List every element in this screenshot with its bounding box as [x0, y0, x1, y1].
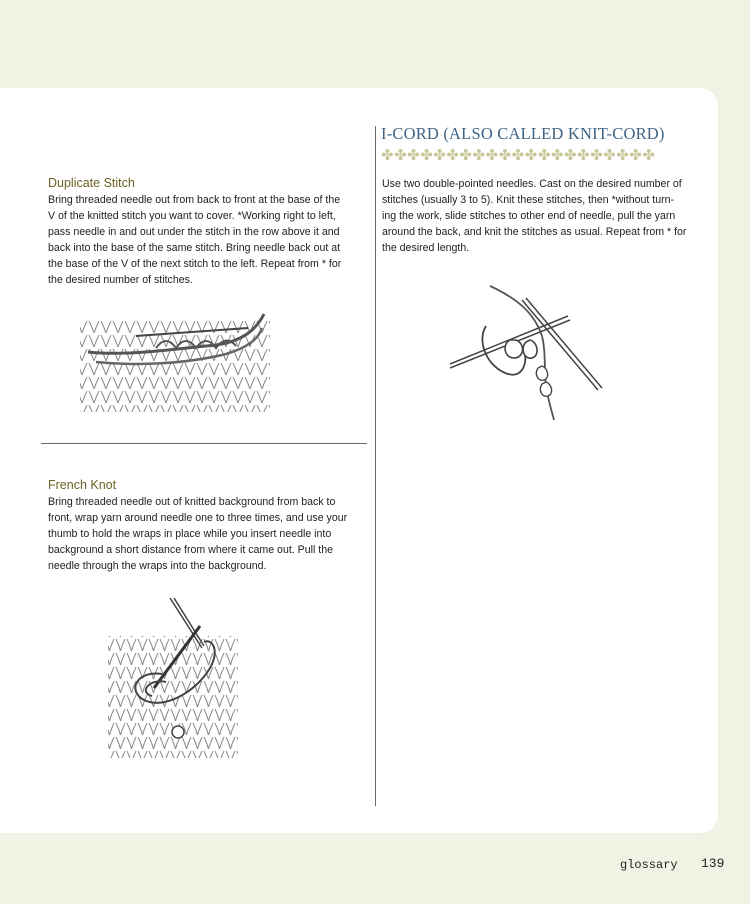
text-line: around the back, and knit the stitches as usual. Repeat from * for: [382, 226, 687, 238]
column-divider: [375, 126, 376, 806]
french-knot-illustration: [104, 596, 244, 762]
text-line: Bring threaded needle out of knitted background from back to: [48, 496, 336, 508]
duplicate-stitch-title: Duplicate Stitch: [48, 176, 135, 190]
text-line: back into the base of the same stitch. Bring needle back out at: [48, 242, 341, 254]
french-knot-text: [48, 494, 347, 574]
running-footer-label: glossary: [620, 858, 678, 872]
text-line: background a short distance from where it came out. Pull the: [48, 544, 334, 556]
icord-text: [382, 176, 686, 256]
text-line: the desired length.: [382, 242, 470, 254]
text-line: stitches (usually 3 to 5). Knit these stitches, then *without turn-: [382, 194, 675, 206]
text-line: Use two double-pointed needles. Cast on the desired number of: [382, 178, 682, 190]
text-line: needle through the wraps into the background.: [48, 560, 267, 572]
page-number: 139: [701, 856, 725, 871]
french-knot-title: French Knot: [48, 478, 117, 492]
text-line: the desired number of stitches.: [48, 274, 193, 286]
ornament-divider: ✤✤✤✤✤✤✤✤✤✤✤✤✤✤✤✤✤✤✤✤✤: [381, 146, 656, 164]
text-line: pass needle in and out under the stitch in the row above it and: [48, 226, 340, 238]
icord-illustration: [446, 278, 606, 424]
text-line: thumb to hold the wraps in place while you insert needle into: [48, 528, 332, 540]
text-line: ing the work, slide stitches to other end of needle, pull the yarn: [382, 210, 676, 222]
icord-title: I-CORD (ALSO CALLED KNIT-CORD): [381, 124, 665, 143]
text-line: front, wrap yarn around needle one to three times, and use your: [48, 512, 348, 524]
text-line: the base of the V of the next stitch to the left. Repeat from * for: [48, 258, 342, 270]
text-line: Bring threaded needle out from back to front at the base of the: [48, 194, 341, 206]
section-divider: [41, 443, 367, 444]
duplicate-stitch-illustration: [76, 306, 276, 416]
duplicate-stitch-text: [48, 192, 341, 288]
text-line: V of the knitted stitch you want to cover. *Working right to left,: [48, 210, 336, 222]
